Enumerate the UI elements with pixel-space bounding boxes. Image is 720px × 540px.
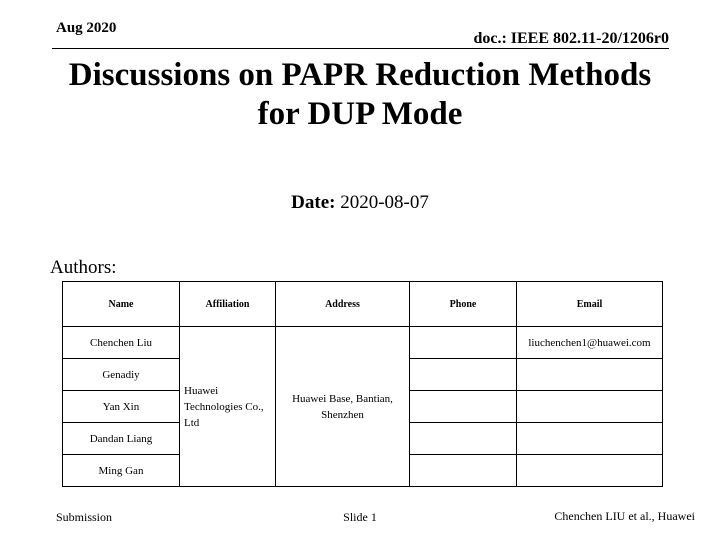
author-phone (410, 423, 517, 455)
header-email: Email (517, 282, 663, 327)
footer-author: Chenchen LIU et al., Huawei (554, 509, 695, 523)
date-label: Date: (291, 192, 336, 213)
slide-title-line-2: for DUP Mode (257, 96, 463, 132)
header-name: Name (63, 282, 180, 327)
header-date: Aug 2020 (56, 20, 117, 36)
author-name: Chenchen Liu (63, 327, 180, 359)
authors-table (62, 281, 663, 487)
author-phone (410, 359, 517, 391)
author-address: Huawei Base, Bantian, Shenzhen (276, 327, 410, 487)
author-email (517, 391, 663, 423)
authors-label: Authors: (50, 257, 117, 278)
author-name: Ming Gan (63, 455, 180, 487)
footer-slide-number: Slide 1 (343, 510, 377, 524)
header-affiliation: Affiliation (180, 282, 276, 327)
slide-title-line-1: Discussions on PAPR Reduction Methods (68, 57, 652, 93)
header-divider (52, 48, 669, 49)
header-doc-id: doc.: IEEE 802.11-20/1206r0 (473, 30, 669, 47)
header-address: Address (276, 282, 410, 327)
header-phone: Phone (410, 282, 517, 327)
author-phone (410, 391, 517, 423)
date-value: 2020-08-07 (340, 192, 429, 213)
author-email (517, 423, 663, 455)
table-row (63, 327, 663, 359)
author-name: Dandan Liang (63, 423, 180, 455)
author-phone (410, 455, 517, 487)
author-email: liuchenchen1@huawei.com (517, 327, 663, 359)
table-header-row (63, 282, 663, 327)
slide-title (0, 56, 720, 134)
date-line (0, 192, 720, 214)
author-affiliation: Huawei Technologies Co., Ltd (180, 327, 276, 487)
footer-submission: Submission (56, 510, 113, 524)
author-name: Genadiy (63, 359, 180, 391)
author-email (517, 359, 663, 391)
author-phone (410, 327, 517, 359)
author-email (517, 455, 663, 487)
author-name: Yan Xin (63, 391, 180, 423)
